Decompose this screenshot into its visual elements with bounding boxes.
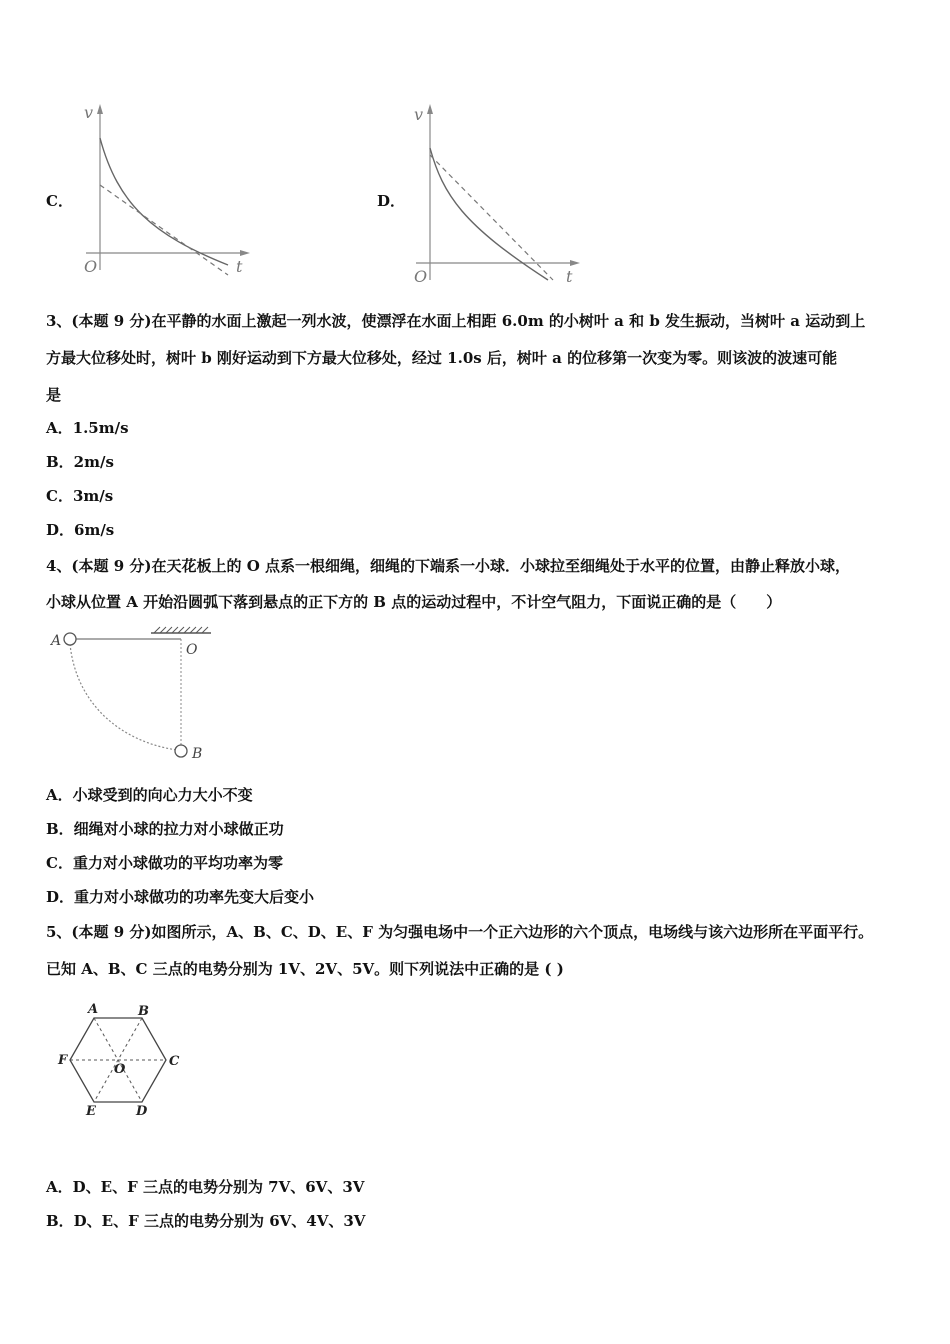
- label-o: O: [114, 1062, 126, 1077]
- ball-b: [175, 745, 187, 757]
- q3-option-a: A．1.5m/s: [46, 419, 129, 437]
- label-a: A: [51, 633, 62, 649]
- curve: [100, 138, 228, 265]
- q3-line-2: 方最大位移处时，树叶 b 刚好运动到下方最大位移处，经过 1.0s 后，树叶 a 的位移第一次变为零。则该波的波速可能: [46, 349, 838, 367]
- q3-option-b: B．2m/s: [46, 453, 114, 471]
- label-c: C: [169, 1054, 180, 1069]
- tangent-line: [100, 185, 228, 275]
- label-b: B: [192, 746, 203, 762]
- pendulum-figure: [46, 624, 226, 769]
- graph-c: [78, 100, 258, 280]
- hexagon-figure: [50, 996, 200, 1126]
- q5-line-2: 已知 A、B、C 三点的电势分别为 1V、2V、5V。则下列说法中正确的是 ( ): [46, 960, 564, 978]
- q4-line-1: 4、(本题 9 分)在天花板上的 O 点系一根细绳，细绳的下端系一小球．小球拉至细绳处于水平的位置，由静止释放小球，: [46, 557, 851, 575]
- graph-d: [408, 100, 588, 290]
- label-f: F: [58, 1053, 68, 1068]
- x-axis-arrow: [240, 250, 250, 256]
- y-axis-arrow: [97, 104, 103, 114]
- label-o: O: [186, 642, 198, 658]
- label-d: D: [136, 1104, 148, 1119]
- label-e: E: [86, 1104, 96, 1119]
- option-d-label: D．: [377, 192, 406, 210]
- q3-line-3: 是: [46, 386, 62, 404]
- q4-option-a: A．小球受到的向心力大小不变: [46, 786, 253, 804]
- q3-line-1: 3、(本题 9 分)在平静的水面上激起一列水波，使漂浮在水面上相距 6.0m 的小树叶 a 和 b 发生振动，当树叶 a 运动到上: [46, 312, 866, 330]
- y-axis-arrow: [427, 104, 433, 114]
- curve: [430, 148, 548, 280]
- q5-option-b: B．D、E、F 三点的电势分别为 6V、4V、3V: [46, 1212, 366, 1230]
- x-axis-label: t: [566, 267, 573, 286]
- label-b: B: [138, 1004, 149, 1019]
- label-a: A: [88, 1002, 99, 1017]
- q4-option-c: C．重力对小球做功的平均功率为零: [46, 854, 283, 872]
- origin-label: O: [84, 257, 98, 276]
- q5-option-a: A．D、E、F 三点的电势分别为 7V、6V、3V: [46, 1178, 365, 1196]
- x-axis-arrow: [570, 260, 580, 266]
- q5-line-1: 5、(本题 9 分)如图所示，A、B、C、D、E、F 为匀强电场中一个正六边形的六个顶点，电场线与该六边形所在平面平行。: [46, 923, 874, 941]
- y-axis-label: v: [414, 105, 424, 124]
- origin-label: O: [414, 267, 428, 286]
- q4-line-2: 小球从位置 A 开始沿圆弧下落到悬点的正下方的 B 点的运动过程中，不计空气阻力，下面说正确的是（ ）: [46, 593, 782, 611]
- q4-option-b: B．细绳对小球的拉力对小球做正功: [46, 820, 284, 838]
- ball-a: [64, 633, 76, 645]
- option-c-label: C．: [46, 192, 73, 210]
- y-axis-label: v: [84, 103, 94, 122]
- ceiling-hatch: [154, 627, 208, 633]
- q3-option-c: C．3m/s: [46, 487, 114, 505]
- arc-path: [70, 644, 177, 750]
- q3-option-d: D．6m/s: [46, 521, 115, 539]
- tangent-line: [430, 155, 553, 280]
- q4-option-d: D．重力对小球做功的功率先变大后变小: [46, 888, 315, 906]
- x-axis-label: t: [236, 257, 243, 276]
- diagonals: [70, 1018, 166, 1102]
